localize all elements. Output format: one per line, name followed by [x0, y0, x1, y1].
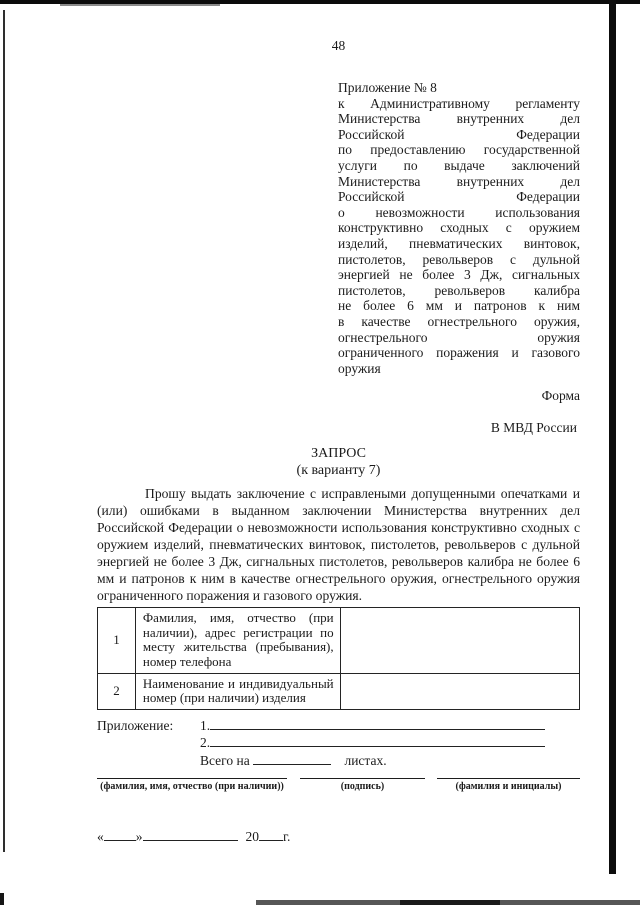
appendix-line: конструктивно сходных с оружием [338, 220, 580, 236]
table-row [98, 673, 580, 709]
appendix-line: не более 6 мм и патронов к ним [338, 298, 580, 314]
row-label-cell: Наименование и индивидуальный номер (при наличии) изделия [135, 673, 340, 709]
total-prefix: Всего на [200, 752, 250, 768]
request-body-paragraph: Прошу выдать заключение с исправлеными допущенными опечатками и (или) ошибками в выданном заключении Министерства внутренних дел Российской Федерации о невозможности использования конструктивно сходных с оружием изделий, пневматических винтовок, пистолетов, револьверов с дульной энергией не более 3 Дж, сигнальных пистолетов, револьверов калибра не более 6 мм и патронов к ним в качестве огнестрельного оружия, огнестрельного оружия ограниченного поражения и газового оружия. [97, 486, 580, 604]
request-title: ЗАПРОС [311, 446, 366, 462]
scan-edge-bottom-dark [400, 900, 500, 905]
appendix-line: Министерства внутренних дел [338, 173, 580, 189]
appendix-line: оружия [338, 360, 381, 376]
appendix-line: Министерства внутренних дел [338, 111, 580, 127]
attachments-items [200, 717, 545, 770]
attachment-blank-line [210, 717, 545, 730]
date-month-blank [143, 828, 238, 841]
form-label: Форма [541, 388, 580, 404]
date-line [97, 828, 580, 845]
attachment-blank-line [210, 734, 545, 747]
signature-initials-caption: (фамилия и инициалы) [437, 778, 580, 792]
row-value-cell [340, 673, 579, 709]
addressee-line: В МВД России [490, 420, 577, 436]
row-number-cell: 2 [98, 673, 136, 709]
appendix-line: пистолетов, револьверов калибра [338, 282, 580, 298]
appendix-line: о невозможности использования [338, 204, 580, 220]
appendix-line: энергией не более 3 Дж, сигнальных [338, 267, 580, 283]
year-prefix: 20 [245, 829, 259, 845]
attachments-section [97, 717, 580, 770]
request-fields-table [97, 607, 580, 710]
attachments-label: Приложение: [97, 717, 174, 733]
document-page [97, 38, 580, 845]
appendix-line: пистолетов, револьверов с дульной [338, 251, 580, 267]
scan-edge-left [3, 10, 5, 852]
close-quote: » [135, 829, 143, 845]
scan-edge-corner [0, 893, 4, 905]
attachment-item-number: 2. [200, 735, 211, 751]
row-value-cell [340, 608, 579, 673]
signature-name-caption: (фамилия, имя, отчество (при наличии)) [97, 778, 287, 792]
row-number-cell: 1 [98, 608, 136, 673]
scan-edge-right [609, 0, 616, 874]
table-row [98, 608, 580, 673]
total-count-blank [253, 752, 331, 765]
attachment-item-number: 1. [200, 717, 211, 733]
date-day-blank [104, 828, 136, 841]
total-suffix: листах. [344, 752, 387, 768]
appendix-line: огнестрельного оружия [338, 329, 580, 345]
appendix-line: Российской Федерации [338, 126, 580, 142]
request-subtitle: (к варианту 7) [296, 463, 381, 479]
open-quote: « [97, 829, 104, 845]
appendix-line: Приложение № 8 [338, 80, 437, 95]
page-number: 48 [331, 38, 346, 53]
attachment-item-1 [200, 717, 545, 735]
scan-edge-top-light [60, 4, 220, 6]
appendix-line: к Административному регламенту [338, 95, 580, 111]
appendix-heading-block [338, 80, 580, 376]
date-year-blank [259, 828, 283, 841]
year-suffix: г. [283, 829, 291, 845]
appendix-line: услуги по выдаче заключений [338, 157, 580, 173]
appendix-line: в качестве огнестрельного оружия, [338, 313, 580, 329]
appendix-line: по предоставлению государственной [338, 142, 580, 158]
appendix-line: изделий, пневматических винтовок, [338, 235, 580, 251]
appendix-line: ограниченного поражения и газового [338, 345, 580, 361]
attachment-item-2 [200, 734, 545, 752]
signature-section [97, 778, 580, 792]
appendix-line: Российской Федерации [338, 189, 580, 205]
total-sheets-line [200, 752, 545, 770]
row-label-cell: Фамилия, имя, отчество (при наличии), адрес регистрации по месту жительства (пребывания), номер телефона [135, 608, 340, 673]
signature-sign-caption: (подпись) [300, 778, 425, 792]
